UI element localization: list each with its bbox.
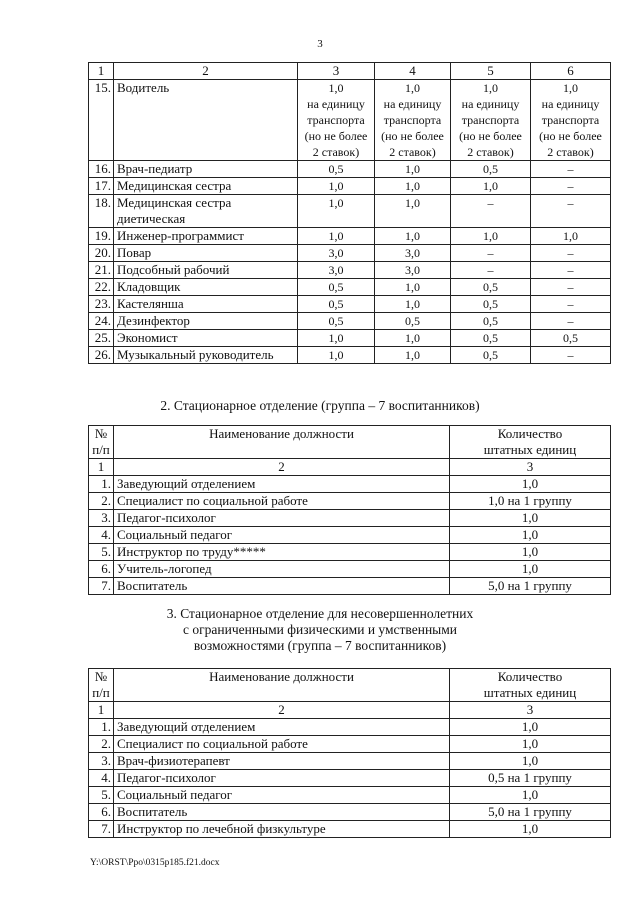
- table-row: [89, 736, 611, 753]
- section-3-caption: 3. Стационарное отделение для несовершеннолетних с ограниченными физическими и умственными возможностями (группа – 7 воспитанников): [166, 606, 474, 653]
- column-number-4: 4: [375, 63, 451, 80]
- table-row: [89, 804, 611, 821]
- staff-count-c4: 1,0: [375, 228, 451, 245]
- row-number: 26.: [89, 347, 114, 364]
- table-row: [89, 770, 611, 787]
- column-number-2: 2: [114, 63, 298, 80]
- staff-count-c3: 1,0: [298, 228, 375, 245]
- table-row: [89, 476, 611, 493]
- row-number: 24.: [89, 313, 114, 330]
- table-row: [89, 561, 611, 578]
- position-name: Педагог-психолог: [114, 770, 450, 787]
- staff-quantity: 5,0 на 1 группу: [450, 804, 611, 821]
- staff-count-c6: –: [531, 262, 611, 279]
- staff-count-c4: 0,5: [375, 313, 451, 330]
- staff-count-c3: 1,0: [298, 347, 375, 364]
- position-name: Учитель-логопед: [114, 561, 450, 578]
- row-number: 1.: [89, 476, 114, 493]
- row-number: 25.: [89, 330, 114, 347]
- staff-count-c6: –: [531, 161, 611, 178]
- staff-count-c6: –: [531, 347, 611, 364]
- staff-quantity: 1,0: [450, 527, 611, 544]
- table-row: [89, 228, 611, 245]
- position-name: Подсобный рабочий: [114, 262, 298, 279]
- position-name: Врач-педиатр: [114, 161, 298, 178]
- table-row: [89, 493, 611, 510]
- header-quantity: Количество штатных единиц: [450, 426, 611, 459]
- position-name: Экономист: [114, 330, 298, 347]
- staff-count-c3: 1,0: [298, 195, 375, 228]
- staff-count-c5: –: [451, 262, 531, 279]
- position-name: Заведующий отделением: [114, 476, 450, 493]
- section-2-table: [88, 425, 611, 595]
- table-row: [89, 313, 611, 330]
- table-row: [89, 262, 611, 279]
- staff-count-c3: 1,0: [298, 178, 375, 195]
- position-name: Медицинская сестра диетическая: [114, 195, 298, 228]
- staff-count-c6: –: [531, 178, 611, 195]
- table-row: [89, 330, 611, 347]
- staff-count-c3: 3,0: [298, 245, 375, 262]
- staff-count-c3: 0,5: [298, 296, 375, 313]
- row-number: 7.: [89, 578, 114, 595]
- table-row: [89, 753, 611, 770]
- row-number: 16.: [89, 161, 114, 178]
- staff-quantity: 1,0: [450, 476, 611, 493]
- position-name: Музыкальный руководитель: [114, 347, 298, 364]
- row-number: 15.: [89, 80, 114, 161]
- staff-count-c6: –: [531, 245, 611, 262]
- table-row: [89, 279, 611, 296]
- row-number: 6.: [89, 561, 114, 578]
- staff-quantity: 1,0: [450, 821, 611, 838]
- row-number: 22.: [89, 279, 114, 296]
- table-row: [89, 527, 611, 544]
- staff-quantity: 1,0: [450, 787, 611, 804]
- staff-count-c5: 0,5: [451, 347, 531, 364]
- position-name: Врач-физиотерапевт: [114, 753, 450, 770]
- staff-quantity: 0,5 на 1 группу: [450, 770, 611, 787]
- table-row: [89, 161, 611, 178]
- staff-count-c5: 0,5: [451, 330, 531, 347]
- staff-count-c3: 1,0 на единицу транспорта (но не более 2 ставок): [298, 80, 375, 161]
- staff-quantity: 5,0 на 1 группу: [450, 578, 611, 595]
- document-path-footer: Y:\ORST\Ppo\0315p185.f21.docx: [90, 858, 220, 868]
- staff-quantity: 1,0: [450, 753, 611, 770]
- position-name: Воспитатель: [114, 578, 450, 595]
- staff-count-c3: 0,5: [298, 161, 375, 178]
- row-number: 7.: [89, 821, 114, 838]
- column-number-3: 3: [450, 459, 611, 476]
- staff-count-c4: 1,0: [375, 195, 451, 228]
- row-number: 4.: [89, 527, 114, 544]
- table-row: [89, 510, 611, 527]
- position-name: Инженер-программист: [114, 228, 298, 245]
- row-number: 2.: [89, 493, 114, 510]
- staff-quantity: 1,0: [450, 736, 611, 753]
- position-name: Социальный педагог: [114, 527, 450, 544]
- position-name: Заведующий отделением: [114, 719, 450, 736]
- row-number: 3.: [89, 753, 114, 770]
- row-number: 23.: [89, 296, 114, 313]
- row-number: 2.: [89, 736, 114, 753]
- column-number-5: 5: [451, 63, 531, 80]
- staff-count-c6: –: [531, 313, 611, 330]
- staff-count-c3: 0,5: [298, 313, 375, 330]
- position-name: Социальный педагог: [114, 787, 450, 804]
- table-header-row: [89, 426, 611, 459]
- staff-quantity: 1,0: [450, 719, 611, 736]
- column-number-2: 2: [114, 702, 450, 719]
- column-number-1: 1: [89, 702, 114, 719]
- staff-count-c6: –: [531, 279, 611, 296]
- staff-count-c3: 3,0: [298, 262, 375, 279]
- row-number: 6.: [89, 804, 114, 821]
- table-header-row: [89, 669, 611, 702]
- staff-count-c6: –: [531, 195, 611, 228]
- table-row: [89, 787, 611, 804]
- table-row: [89, 544, 611, 561]
- table-row: [89, 719, 611, 736]
- staff-count-c5: 0,5: [451, 161, 531, 178]
- column-number-row: [89, 459, 611, 476]
- staff-quantity: 1,0: [450, 561, 611, 578]
- page-number: 3: [317, 38, 323, 50]
- staff-count-c6: 0,5: [531, 330, 611, 347]
- staff-count-c4: 1,0: [375, 347, 451, 364]
- table-row: [89, 80, 611, 161]
- position-name: Дезинфектор: [114, 313, 298, 330]
- header-position: Наименование должности: [114, 426, 450, 459]
- staff-count-c6: –: [531, 296, 611, 313]
- position-name: Педагог-психолог: [114, 510, 450, 527]
- column-number-6: 6: [531, 63, 611, 80]
- staffing-table-continued: [88, 62, 611, 364]
- table-row: [89, 347, 611, 364]
- header-position: Наименование должности: [114, 669, 450, 702]
- position-name: Повар: [114, 245, 298, 262]
- row-number: 17.: [89, 178, 114, 195]
- position-name: Воспитатель: [114, 804, 450, 821]
- column-number-1: 1: [89, 63, 114, 80]
- row-number: 19.: [89, 228, 114, 245]
- staff-count-c6: 1,0: [531, 228, 611, 245]
- position-name: Водитель: [114, 80, 298, 161]
- staff-count-c5: 0,5: [451, 313, 531, 330]
- staff-count-c5: –: [451, 245, 531, 262]
- staff-count-c4: 3,0: [375, 245, 451, 262]
- position-name: Инструктор по лечебной физкультуре: [114, 821, 450, 838]
- staff-quantity: 1,0: [450, 510, 611, 527]
- table-row: [89, 578, 611, 595]
- table-row: [89, 296, 611, 313]
- header-number: № п/п: [89, 669, 114, 702]
- staff-count-c3: 0,5: [298, 279, 375, 296]
- section-3-table: [88, 668, 611, 838]
- row-number: 1.: [89, 719, 114, 736]
- position-name: Специалист по социальной работе: [114, 493, 450, 510]
- staff-count-c5: 0,5: [451, 296, 531, 313]
- table-row: [89, 178, 611, 195]
- staff-quantity: 1,0: [450, 544, 611, 561]
- staff-count-c6: 1,0 на единицу транспорта (но не более 2 ставок): [531, 80, 611, 161]
- column-number-3: 3: [450, 702, 611, 719]
- staff-count-c5: 0,5: [451, 279, 531, 296]
- position-name: Кладовщик: [114, 279, 298, 296]
- row-number: 5.: [89, 544, 114, 561]
- staff-count-c4: 1,0: [375, 161, 451, 178]
- column-number-row: [89, 702, 611, 719]
- staff-count-c4: 1,0 на единицу транспорта (но не более 2 ставок): [375, 80, 451, 161]
- staff-quantity: 1,0 на 1 группу: [450, 493, 611, 510]
- row-number: 21.: [89, 262, 114, 279]
- column-number-1: 1: [89, 459, 114, 476]
- column-number-2: 2: [114, 459, 450, 476]
- section-2-caption: 2. Стационарное отделение (группа – 7 воспитанников): [160, 398, 480, 413]
- staff-count-c5: 1,0: [451, 228, 531, 245]
- table-row: [89, 245, 611, 262]
- staff-count-c5: –: [451, 195, 531, 228]
- staff-count-c3: 1,0: [298, 330, 375, 347]
- staff-count-c4: 1,0: [375, 279, 451, 296]
- position-name: Медицинская сестра: [114, 178, 298, 195]
- row-number: 5.: [89, 787, 114, 804]
- position-name: Специалист по социальной работе: [114, 736, 450, 753]
- row-number: 20.: [89, 245, 114, 262]
- row-number: 18.: [89, 195, 114, 228]
- table-row: [89, 821, 611, 838]
- position-name: Кастелянша: [114, 296, 298, 313]
- column-number-3: 3: [298, 63, 375, 80]
- staff-count-c4: 1,0: [375, 330, 451, 347]
- header-quantity: Количество штатных единиц: [450, 669, 611, 702]
- staff-count-c5: 1,0: [451, 178, 531, 195]
- row-number: 3.: [89, 510, 114, 527]
- staff-count-c5: 1,0 на единицу транспорта (но не более 2 ставок): [451, 80, 531, 161]
- staff-count-c4: 1,0: [375, 178, 451, 195]
- staff-count-c4: 3,0: [375, 262, 451, 279]
- row-number: 4.: [89, 770, 114, 787]
- staff-count-c4: 1,0: [375, 296, 451, 313]
- position-name: Инструктор по труду*****: [114, 544, 450, 561]
- table-row: [89, 195, 611, 228]
- table-header-row: [89, 63, 611, 80]
- header-number: № п/п: [89, 426, 114, 459]
